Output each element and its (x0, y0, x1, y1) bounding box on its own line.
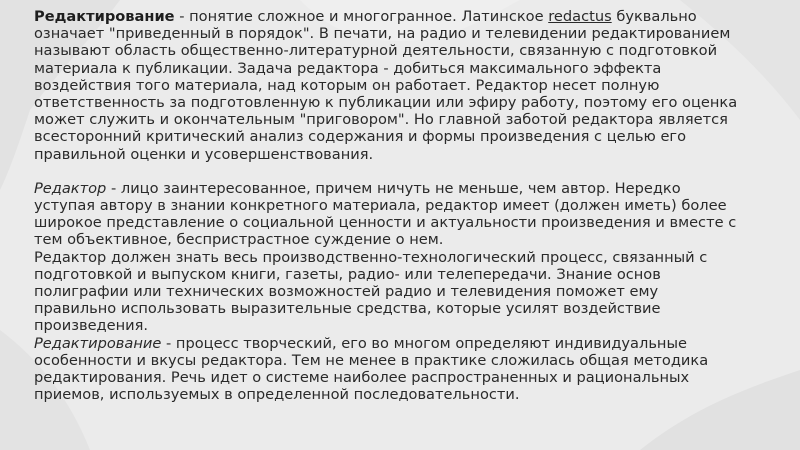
term-editing: Редактирование (34, 8, 175, 25)
text-line (34, 335, 776, 352)
text-line (34, 8, 776, 25)
term-editor: Редактор (34, 179, 107, 197)
paragraph-spacer (34, 163, 776, 180)
text-line: правильно использовать выразительные средства, которые усилят воздействие (34, 300, 661, 318)
paragraph-definition (34, 8, 776, 163)
text-line: воздействия того материала, над которым он работает. Редактор несет полную (34, 76, 660, 94)
text-line: широкое представление о социальной ценности и актуальности произведения и вместе с (34, 214, 737, 232)
text-line: редактирования. Речь идет о системе наиболее распространенных и рациональных (34, 369, 690, 387)
term-editing-italic: Редактирование (34, 334, 162, 352)
paragraph-editor (34, 180, 776, 249)
text-fragment: - процесс творческий, его во многом определяют индивидуальные (161, 334, 687, 352)
text-line: уступая автору в знании конкретного материала, редактор имеет (должен иметь) более (34, 197, 727, 215)
text-line: всесторонний критический анализ содержания и формы произведения с целью его (34, 128, 687, 146)
text-line: полиграфии или технических возможностей радио и телевидения поможет ему (34, 283, 659, 301)
text-line: подготовкой и выпуском книги, газеты, радио- или телепередачи. Знание основ (34, 265, 661, 283)
text-line: означает "приведенный в порядок". В печати, на радио и телевидении редактированием (34, 25, 731, 43)
text-line: тем объективное, беспристрастное суждение о нем. (34, 231, 444, 249)
text-line: Редактор должен знать весь производственно-технологический процесс, связанный с (34, 248, 708, 266)
text-line: правильной оценки и усовершенствования. (34, 145, 374, 163)
text-line: называют область общественно-литературной деятельности, связанную с подготовкой (34, 42, 718, 60)
paragraph-editor-knowledge (34, 249, 776, 335)
text-line: особенности и вкусы редактора. Тем не менее в практике сложилась общая методика (34, 351, 709, 369)
text-line (34, 180, 776, 197)
text-line: материала к публикации. Задача редактора - добиться максимального эффекта (34, 59, 662, 77)
text-fragment: - понятие сложное и многогранное. Латинское (174, 8, 549, 25)
text-line: произведения. (34, 317, 149, 335)
text-line: может служить и окончательным "приговором". Но главной заботой редактора является (34, 111, 728, 129)
paragraph-editing-process (34, 335, 776, 404)
text-line: ответственность за подготовленную к публикации или эфиру работу, поэтому его оценка (34, 94, 738, 112)
link-redactus[interactable]: redactus (548, 8, 612, 25)
slide-text-body (34, 8, 776, 403)
text-fragment: - лицо заинтересованное, причем ничуть не меньше, чем автор. Нередко (106, 179, 681, 197)
text-fragment: буквально (611, 8, 697, 25)
text-line: приемов, используемых в определенной последовательности. (34, 386, 520, 404)
